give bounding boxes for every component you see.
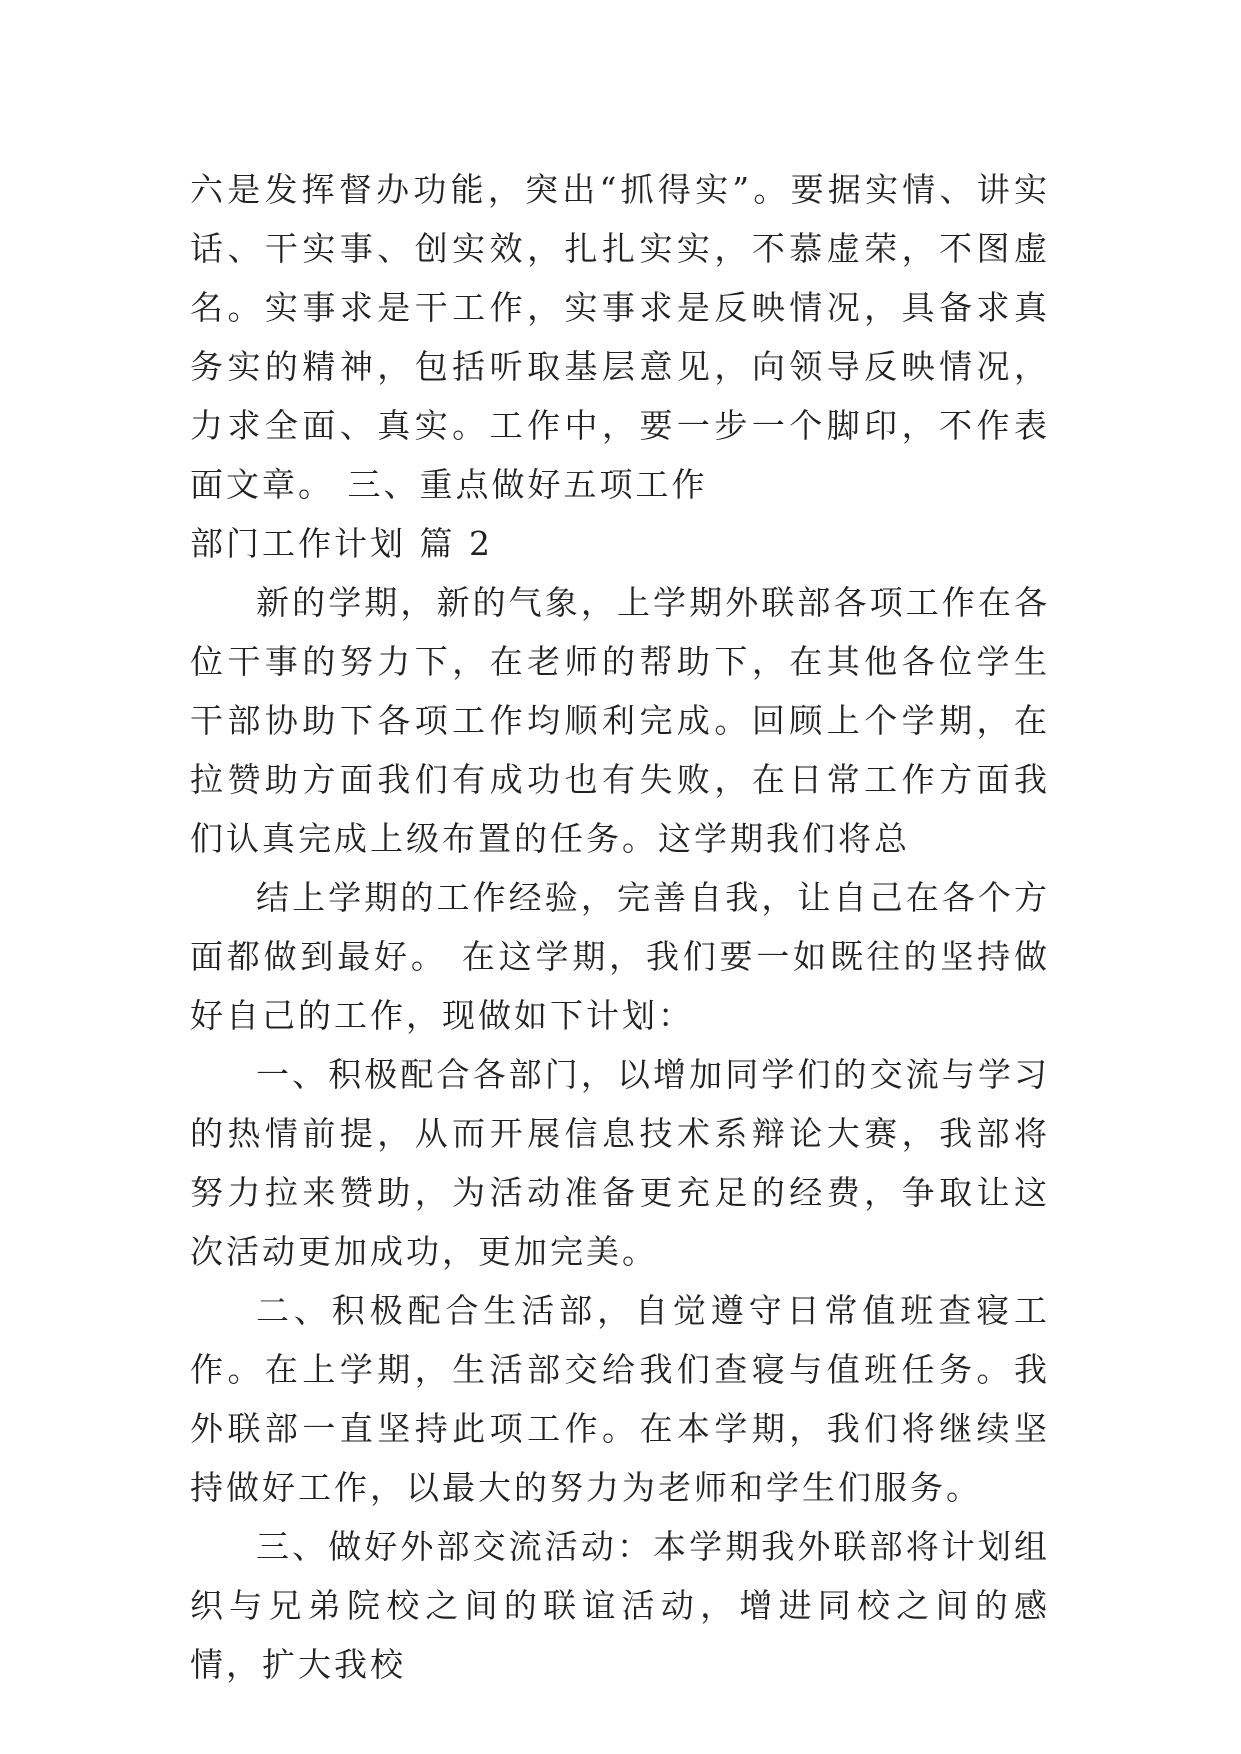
section-heading-plan-2: 部门工作计划 篇 2 bbox=[190, 524, 493, 563]
paragraph-item-6-supervision: 六是发挥督办功能，突出“抓得实”。要据实情、讲实话、干实事、创实效，扎扎实实，不慕虚荣，不图虚名。实事求是干工作，实事求是反映情况，具备求真务实的精神，包括听取基层意见，向领导反映情况，力求全面、真实。工作中，要一步一个脚印，不作表面文章。 三、重点做好五项工作 bbox=[190, 170, 1050, 504]
paragraph-plan-1: 一、积极配合各部门，以增加同学们的交流与学习的热情前提，从而开展信息技术系辩论大赛，我部将努力拉来赞助，为活动准备更充足的经费，争取让这次活动更加成功，更加完美。 bbox=[190, 1055, 1050, 1271]
paragraph-plan-2: 二、积极配合生活部，自觉遵守日常值班查寝工作。在上学期，生活部交给我们查寝与值班任务。我外联部一直坚持此项工作。在本学期，我们将继续坚持做好工作，以最大的努力为老师和学生们服务。 bbox=[190, 1291, 1050, 1507]
document-body bbox=[190, 160, 1050, 1694]
paragraph-new-semester: 新的学期，新的气象，上学期外联部各项工作在各位干事的努力下，在老师的帮助下，在其他各位学生干部协助下各项工作均顺利完成。回顾上个学期，在拉赞助方面我们有成功也有失败，在日常工作方面我们认真完成上级布置的任务。这学期我们将总 bbox=[190, 583, 1050, 858]
paragraph-plan-3: 三、做好外部交流活动：本学期我外联部将计划组织与兄弟院校之间的联谊活动，增进同校之间的感情，扩大我校 bbox=[190, 1527, 1050, 1684]
paragraph-summary-experience: 结上学期的工作经验，完善自我，让自己在各个方面都做到最好。 在这学期，我们要一如既往的坚持做好自己的工作，现做如下计划： bbox=[190, 878, 1050, 1035]
